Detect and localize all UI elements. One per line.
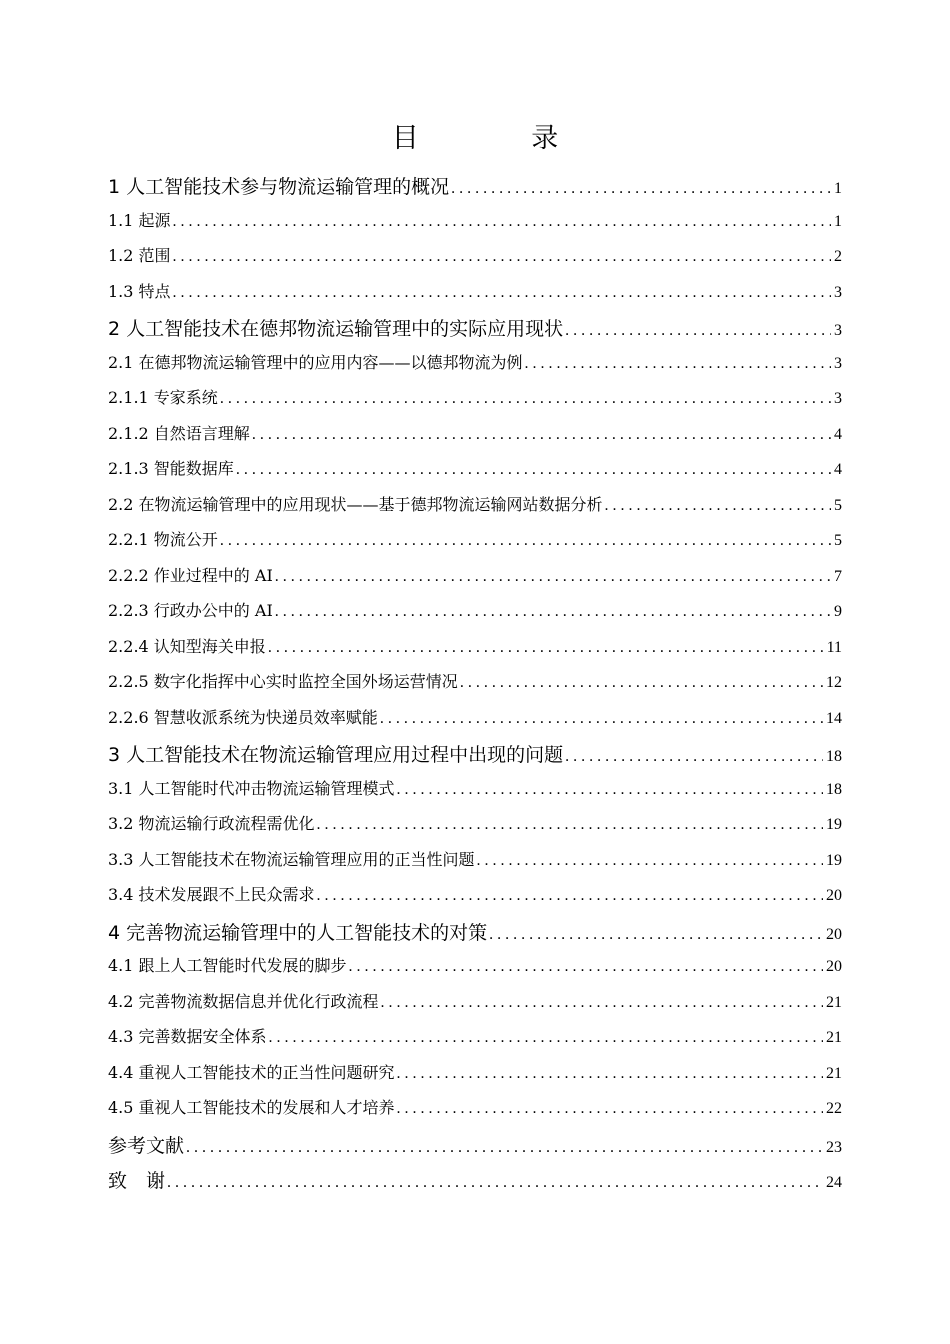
toc-entry-label: 参考文献 xyxy=(108,1134,185,1157)
toc-leader-dots xyxy=(220,390,831,408)
toc-entry-page-number: 3 xyxy=(834,322,842,339)
toc-entry-label: 2.2.6 智慧收派系统为快递员效率赋能 xyxy=(108,707,378,727)
toc-entry-label: 3 人工智能技术在物流运输管理应用过程中出现的问题 xyxy=(108,744,564,766)
toc-leader-dots xyxy=(275,568,831,586)
toc-entry-label: 4.3 完善数据安全体系 xyxy=(108,1027,267,1046)
toc-entry-page-number: 2 xyxy=(834,248,842,265)
toc-leader-dots xyxy=(269,1029,823,1047)
toc-leader-dots xyxy=(525,355,831,373)
toc-entry-page-number: 1 xyxy=(834,212,842,230)
toc-entry-label: 3.2 物流运输行政流程需优化 xyxy=(108,814,315,833)
toc-entry-label: 2.2.4 认知型海关申报 xyxy=(108,636,266,656)
toc-leader-dots xyxy=(381,994,823,1012)
toc-entry-label: 4.5 重视人工智能技术的发展和人才培养 xyxy=(108,1098,395,1117)
toc-entry[interactable] xyxy=(108,705,842,741)
toc-entry-page-number: 18 xyxy=(826,748,842,765)
toc-entry[interactable] xyxy=(108,776,842,812)
toc-entry-page-number: 23 xyxy=(826,1138,842,1156)
toc-entry-page-number: 19 xyxy=(826,816,842,833)
toc-entry[interactable] xyxy=(108,989,842,1025)
toc-entry-page-number: 11 xyxy=(826,638,842,656)
toc-leader-dots xyxy=(173,213,831,231)
toc-entry-page-number: 18 xyxy=(826,780,842,798)
toc-entry[interactable] xyxy=(108,279,842,315)
toc-entry-page-number: 3 xyxy=(834,354,842,372)
toc-entry[interactable] xyxy=(108,492,842,528)
toc-entry-page-number: 5 xyxy=(834,496,842,514)
toc-entry[interactable] xyxy=(108,1131,842,1167)
toc-entry[interactable] xyxy=(108,811,842,847)
toc-leader-dots xyxy=(489,926,823,944)
toc-entry[interactable] xyxy=(108,314,842,350)
toc-entry-page-number: 22 xyxy=(826,1100,842,1117)
toc-entry-page-number: 5 xyxy=(834,532,842,549)
toc-entry[interactable] xyxy=(108,385,842,421)
toc-leader-dots xyxy=(167,1174,823,1192)
toc-entry-label: 3.4 技术发展跟不上民众需求 xyxy=(108,885,315,904)
toc-entry-label: 3.3 人工智能技术在物流运输管理应用的正当性问题 xyxy=(108,849,475,869)
toc-entry-page-number: 4 xyxy=(834,425,842,443)
toc-entry[interactable] xyxy=(108,882,842,918)
toc-entry-label: 2.2.3 行政办公中的 AI xyxy=(108,601,273,620)
toc-leader-dots xyxy=(236,461,831,479)
toc-entry-label: 2.2.1 物流公开 xyxy=(108,530,218,549)
toc-entry-label: 4.4 重视人工智能技术的正当性问题研究 xyxy=(108,1062,395,1082)
toc-entry-page-number: 21 xyxy=(826,1064,842,1082)
toc-entry-label: 1.2 范围 xyxy=(108,246,171,265)
toc-leader-dots xyxy=(451,180,831,198)
toc-entry-label: 2.1.3 智能数据库 xyxy=(108,459,234,478)
toc-entry-page-number: 4 xyxy=(834,461,842,478)
toc-entry-label: 4.1 跟上人工智能时代发展的脚步 xyxy=(108,956,347,975)
toc-leader-dots xyxy=(380,710,823,728)
toc-entry-page-number: 7 xyxy=(834,567,842,585)
toc-entry[interactable] xyxy=(108,1095,842,1131)
toc-entry-label: 4 完善物流运输管理中的人工智能技术的对策 xyxy=(108,921,488,944)
toc-entry[interactable] xyxy=(108,243,842,279)
toc-entry-page-number: 21 xyxy=(826,993,842,1011)
toc-entry[interactable] xyxy=(108,456,842,492)
toc-entry-page-number: 9 xyxy=(834,603,842,620)
toc-leader-dots xyxy=(460,674,823,692)
toc-leader-dots xyxy=(317,816,823,834)
toc-entry[interactable] xyxy=(108,1166,842,1202)
toc-entry[interactable] xyxy=(108,563,842,599)
toc-entry-page-number: 12 xyxy=(826,674,842,691)
toc-entry[interactable] xyxy=(108,669,842,705)
toc-leader-dots xyxy=(397,781,823,799)
toc-leader-dots xyxy=(605,497,831,515)
toc-entry-label: 2.2.2 作业过程中的 AI xyxy=(108,565,273,585)
toc-entry-label: 2.1.2 自然语言理解 xyxy=(108,423,250,443)
toc-entry-label: 1.3 特点 xyxy=(108,281,171,301)
toc-entry-label: 1 人工智能技术参与物流运输管理的概况 xyxy=(108,176,450,198)
toc-leader-dots xyxy=(477,852,823,870)
toc-entry-page-number: 3 xyxy=(834,390,842,407)
toc-entry[interactable] xyxy=(108,918,842,954)
toc-entry-label: 3.1 人工智能时代冲击物流运输管理模式 xyxy=(108,778,395,798)
toc-leader-dots xyxy=(565,322,831,340)
toc-entry-label: 2.1.1 专家系统 xyxy=(108,388,218,407)
toc-leader-dots xyxy=(220,532,831,550)
toc-entry-label: 1.1 起源 xyxy=(108,210,171,230)
toc-entry-page-number: 20 xyxy=(826,958,842,975)
toc-leader-dots xyxy=(173,284,831,302)
toc-entry[interactable] xyxy=(108,172,842,208)
toc-leader-dots xyxy=(275,603,831,621)
toc-leader-dots xyxy=(565,748,823,766)
toc-entry[interactable] xyxy=(108,421,842,457)
toc-entry-page-number: 19 xyxy=(826,851,842,869)
toc-entry-page-number: 1 xyxy=(834,180,842,197)
toc-entry-page-number: 24 xyxy=(826,1174,842,1191)
toc-leader-dots xyxy=(349,958,823,976)
toc-entry[interactable] xyxy=(108,598,842,634)
toc-entry-label: 2.2.5 数字化指挥中心实时监控全国外场运营情况 xyxy=(108,672,458,691)
toc-entry[interactable] xyxy=(108,740,842,776)
toc-entry[interactable] xyxy=(108,634,842,670)
toc-leader-dots xyxy=(397,1065,823,1083)
toc-entry-label: 2.2 在物流运输管理中的应用现状——基于德邦物流运输网站数据分析 xyxy=(108,494,603,514)
toc-leader-dots xyxy=(268,639,824,657)
toc-entry-label: 4.2 完善物流数据信息并优化行政流程 xyxy=(108,991,379,1011)
toc-entry-page-number: 21 xyxy=(826,1029,842,1046)
toc-entry[interactable] xyxy=(108,527,842,563)
toc-leader-dots xyxy=(252,426,831,444)
toc-entry-page-number: 14 xyxy=(826,709,842,727)
toc-entry-page-number: 20 xyxy=(826,887,842,904)
toc-leader-dots xyxy=(317,887,823,905)
toc-entry-label: 致 谢 xyxy=(108,1170,166,1192)
page-title: 目 录 xyxy=(391,123,611,154)
toc-entry-label: 2 人工智能技术在德邦物流运输管理中的实际应用现状 xyxy=(108,318,564,340)
toc-entry[interactable] xyxy=(108,953,842,989)
toc-entry-label: 2.1 在德邦物流运输管理中的应用内容——以德邦物流为例 xyxy=(108,352,523,372)
toc-leader-dots xyxy=(397,1100,823,1118)
table-of-contents xyxy=(108,172,842,1202)
toc-leader-dots xyxy=(173,248,831,266)
toc-entry[interactable] xyxy=(108,847,842,883)
toc-entry-page-number: 20 xyxy=(826,925,842,943)
toc-entry-page-number: 3 xyxy=(834,283,842,301)
toc-entry[interactable] xyxy=(108,208,842,244)
toc-entry[interactable] xyxy=(108,350,842,386)
toc-entry[interactable] xyxy=(108,1060,842,1096)
toc-leader-dots xyxy=(186,1139,823,1157)
toc-entry[interactable] xyxy=(108,1024,842,1060)
